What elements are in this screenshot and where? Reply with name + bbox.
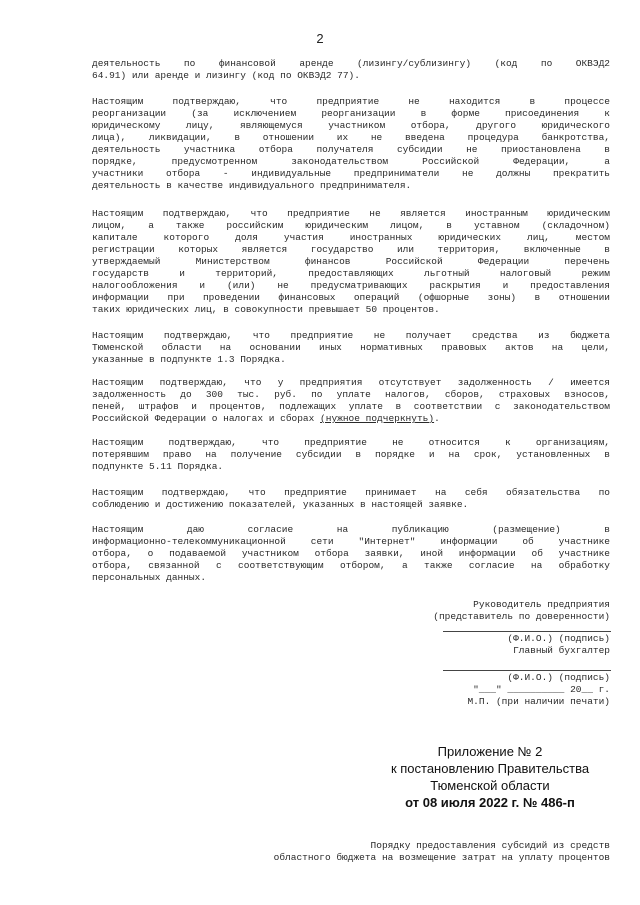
text-line: потерявшим право на получение субсидии в порядке и на срок, установленных в	[92, 449, 610, 460]
text-line: деятельность в качестве индивидуального предпринимателя.	[92, 180, 412, 191]
appendix-header	[340, 743, 640, 811]
text-line: Настоящим подтверждаю, что предприятие не получает средства из бюджета	[92, 330, 610, 341]
text-line: капитале которого доля участия иностранных юридических лиц, местом	[92, 232, 610, 243]
text-line: 64.91) или аренде и лизингу (код по ОКВЭД2 77).	[92, 70, 360, 81]
procedure-line: Порядку предоставления субсидий из средств	[370, 840, 610, 851]
line-end: .	[434, 413, 440, 424]
text-line: пеней, штрафов и процентов, подлежащих уплате в соответствии с законодательством	[92, 401, 610, 412]
text-line: подпункте 5.11 Порядка.	[92, 461, 224, 472]
text-line: Настоящим подтверждаю, что предприятие не относится к организациям,	[92, 437, 610, 448]
text-line: персональных данных.	[92, 572, 207, 583]
fio-sign-caption: (Ф.И.О.) (подпись)	[507, 672, 610, 683]
text-line: деятельность по финансовой аренде (лизингу/сублизингу) (код по ОКВЭД2	[92, 58, 610, 69]
text-line: утверждаемый Министерством финансов Российской Федерации перечень	[92, 256, 610, 267]
text-line: юридическому лицу, являющемуся участником отбора, другого юридического	[92, 120, 610, 131]
fio-sign-caption: (Ф.И.О.) (подпись)	[507, 633, 610, 644]
signature-fio-block	[507, 633, 610, 657]
head-title-line: Руководитель предприятия	[473, 599, 610, 610]
paragraph-obligations	[92, 487, 610, 511]
paragraph-reorganization	[92, 96, 610, 192]
text-line: указанные в подпункте 1.3 Порядка.	[92, 354, 286, 365]
paragraph-right-lost	[92, 437, 610, 473]
appendix-date-number: от 08 июля 2022 г. № 486-п	[405, 795, 575, 810]
signature-date-block	[467, 672, 610, 708]
procedure-reference	[274, 840, 610, 864]
signature-line	[443, 670, 611, 671]
appendix-line: Тюменской области	[430, 778, 550, 793]
paragraph-budget-funds	[92, 330, 610, 366]
text-line: лицом, а также российским юридическим лицом, в уставном (складочном)	[92, 220, 610, 231]
paragraph-tax-debt	[92, 377, 610, 425]
appendix-line: к постановлению Правительства	[390, 761, 590, 776]
text-line: порядке, предусмотренном законодательством Российской Федерации, а	[92, 156, 610, 167]
text-line: информации при проведении финансовых операций (офшорные зоны) в отношении	[92, 292, 610, 303]
text-line: лица), ликвидации, в отношении их не введена процедура банкротства,	[92, 132, 610, 143]
text-line: Настоящим подтверждаю, что предприятие принимает на себя обязательства по	[92, 487, 610, 498]
text-line: Настоящим даю согласие на публикацию (размещение) в	[92, 524, 610, 535]
underlined-note: (нужное подчеркнуть)	[320, 413, 435, 424]
paragraph-consent	[92, 524, 610, 584]
chief-accountant-label: Главный бухгалтер	[513, 645, 610, 656]
text-line: Настоящим подтверждаю, что предприятие не является иностранным юридическим	[92, 208, 610, 219]
text-line: Тюменской области на основании иных нормативных правовых актов на цели,	[92, 342, 610, 353]
date-line: "___" __________ 20__ г.	[473, 684, 610, 695]
text-line: Настоящим подтверждаю, что у предприятия отсутствует задолженность / имеется	[92, 377, 610, 388]
text-line: налогообложения и (или) не предусматривающих раскрытия и предоставления	[92, 280, 610, 291]
text-line: реорганизации (за исключением реорганизации в форме присоединения к	[92, 108, 610, 119]
text-line: таких юридических лиц, в совокупности превышает 50 процентов.	[92, 304, 440, 315]
text-line-with-tail	[92, 413, 610, 425]
signature-head-title	[433, 599, 610, 623]
appendix-title: Приложение № 2	[437, 744, 543, 759]
text-line: соблюдению и достижению показателей, указанных в настоящей заявке.	[92, 499, 469, 510]
text-line: Российской Федерации о налогах и сборах	[92, 413, 315, 424]
text-line: участники отбора - индивидуальные предприниматели не должны прекратить	[92, 168, 610, 179]
page-number: 2	[316, 31, 324, 46]
text-line: информационно-телекоммуникационной сети "Интернет" информации об участнике	[92, 536, 610, 547]
procedure-line: областного бюджета на возмещение затрат на уплату процентов	[273, 852, 610, 863]
head-title-line: (представитель по доверенности)	[433, 611, 610, 622]
text-line: государств и территорий, предоставляющих льготный налоговый режим	[92, 268, 610, 279]
text-line: Настоящим подтверждаю, что предприятие не находится в процессе	[92, 96, 610, 107]
text-line: задолженность до 300 тыс. руб. по уплате налогов, сборов, страховых взносов,	[92, 389, 610, 400]
text-line: отбора, о подаваемой участником отбора заявки, иной информации об участнике	[92, 548, 610, 559]
stamp-caption: М.П. (при наличии печати)	[467, 696, 610, 707]
text-line: регистрации которых является государство или территория, включенные в	[92, 244, 610, 255]
text-line: деятельность участника отбора получателя субсидии не приостановлена в	[92, 144, 610, 155]
signature-line	[443, 631, 611, 632]
text-line: отбора, связанной с соответствующим отбором, а также согласие на обработку	[92, 560, 610, 571]
paragraph-activity	[92, 58, 610, 82]
paragraph-foreign-entity	[92, 208, 610, 316]
